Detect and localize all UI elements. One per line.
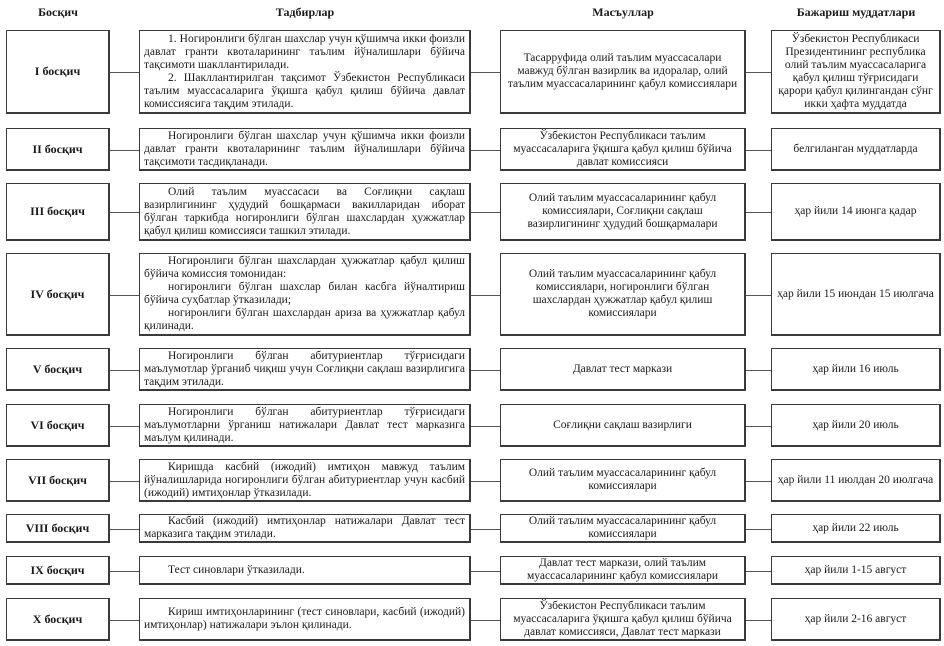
responsible-box: Олий таълим муассасаларининг қабул комиссиялари, Соғлиқни сақлаш вазирлигининг ҳудудий бошқармалари bbox=[500, 183, 746, 241]
header-responsible: Масъуллар bbox=[592, 5, 654, 19]
responsible-box: Давлат тест маркази bbox=[500, 348, 746, 391]
stage-box: I босқич bbox=[6, 30, 110, 114]
activities-box bbox=[139, 514, 471, 543]
activities-text bbox=[144, 515, 465, 541]
connector-line bbox=[746, 426, 771, 427]
connector-line bbox=[746, 529, 771, 530]
responsible-box: Олий таълим муассасаларининг қабул комиссиялари bbox=[500, 514, 746, 543]
activity-paragraph: Киришда касбий (ижодий) имтиҳон мавжуд таълим йўналишларида ногиронлиги бўлган абитуриентлар учун касбий (ижодий) имтиҳонлар ўтказилади. bbox=[144, 460, 465, 499]
responsible-box: Ўзбекистон Республикаси таълим муассасаларига ўқишга қабул қилиш бўйича давлат комиссияси, Давлат тест маркази bbox=[500, 598, 746, 641]
stage-box: IX босқич bbox=[6, 556, 110, 585]
activity-paragraph: Ногиронлиги бўлган абитуриентлар тўғрисидаги маълумотлар ўрганиб чиқиш учун Соғлиқни сақлаш вазирлигига тақдим этилади. bbox=[144, 349, 465, 388]
activity-paragraph: Ногиронлиги бўлган абитуриентлар тўғрисидаги маълумотларни ўрганиш натижалари Давлат тест марказига маълум қилинади. bbox=[144, 405, 465, 444]
connector-line bbox=[746, 212, 771, 213]
deadline-box: ҳар йили 16 июль bbox=[771, 348, 941, 391]
activities-box bbox=[139, 348, 471, 391]
connector-line bbox=[471, 212, 500, 213]
deadline-box: ҳар йили 14 июнга қадар bbox=[771, 183, 941, 241]
stage-box: III босқич bbox=[6, 183, 110, 241]
connector-line bbox=[471, 571, 500, 572]
connector-line bbox=[471, 295, 500, 296]
header-stage: Босқич bbox=[38, 5, 78, 19]
activity-paragraph: Касбий (ижодий) имтиҳонлар натижалари Давлат тест марказига тақдим этилади. bbox=[144, 515, 465, 540]
activity-paragraph: Ногиронлиги бўлган шахслар учун қўшимча икки фоизли давлат гранти квоталарининг таълим йўналишлари бўйича тақсимоти тасдиқланади. bbox=[144, 129, 465, 168]
connector-line bbox=[110, 426, 139, 427]
connector-line bbox=[471, 370, 500, 371]
connector-line bbox=[110, 72, 139, 73]
activities-box bbox=[139, 598, 471, 641]
activities-box bbox=[139, 253, 471, 336]
deadline-box: ҳар йили 22 июль bbox=[771, 514, 941, 543]
connector-line bbox=[471, 72, 500, 73]
connector-line bbox=[110, 150, 139, 151]
activities-box bbox=[139, 404, 471, 447]
connector-line bbox=[110, 295, 139, 296]
activity-paragraph: 2. Шакллантирилган тақсимот Ўзбекистон Республикаси таълим муассасаларига ўқишга қабул қилиш бўйича давлат комиссиясига тақдим этилади. bbox=[144, 71, 465, 110]
connector-line bbox=[110, 571, 139, 572]
activities-text bbox=[144, 564, 465, 577]
stage-box: V босқич bbox=[6, 348, 110, 391]
activity-paragraph: 1. Ногиронлиги бўлган шахслар учун қўшимча икки фоизли давлат гранти квоталарининг таълим йўналишлари бўйича тақсимоти шакллантирилади. bbox=[144, 32, 465, 71]
stage-box: IV босқич bbox=[6, 253, 110, 336]
connector-line bbox=[471, 529, 500, 530]
connector-line bbox=[471, 150, 500, 151]
activities-box bbox=[139, 556, 471, 585]
connector-line bbox=[110, 370, 139, 371]
activities-text bbox=[144, 350, 465, 389]
activities-text bbox=[144, 461, 465, 500]
stage-box: VIII босқич bbox=[6, 514, 110, 543]
responsible-box: Олий таълим муассасаларининг қабул комиссиялари bbox=[500, 459, 746, 502]
deadline-box: ҳар йили 15 июндан 15 июлгача bbox=[771, 253, 941, 336]
activity-paragraph: ногиронлиги бўлган шахслардан ариза ва ҳужжатлар қабул қилинади. bbox=[144, 307, 465, 332]
header-activities: Тадбирлар bbox=[275, 5, 335, 19]
deadline-box: ҳар йили 20 июль bbox=[771, 404, 941, 447]
activities-text bbox=[144, 255, 465, 333]
responsible-box: Соғлиқни сақлаш вазирлиги bbox=[500, 404, 746, 447]
stage-box: VII босқич bbox=[6, 459, 110, 502]
header-deadline: Бажариш муддатлари bbox=[796, 5, 916, 19]
deadline-box: ҳар йили 2-16 август bbox=[771, 598, 941, 641]
activities-box bbox=[139, 30, 471, 114]
activities-text bbox=[144, 33, 465, 111]
activities-box bbox=[139, 459, 471, 502]
connector-line bbox=[746, 370, 771, 371]
connector-line bbox=[110, 212, 139, 213]
responsible-box: Давлат тест маркази, олий таълим муассасаларининг қабул комиссиялари bbox=[500, 556, 746, 585]
activity-paragraph: ногиронлиги бўлган шахслар билан касбга йўналтириш бўйича суҳбатлар ўтказилади; bbox=[144, 281, 465, 306]
connector-line bbox=[110, 481, 139, 482]
activities-box bbox=[139, 183, 471, 241]
responsible-box: Олий таълим муассасаларининг қабул комиссиялари, ногиронлиги бўлган шахслардан ҳужжатлар қабул қилиш комиссиялари bbox=[500, 253, 746, 336]
activities-box bbox=[139, 128, 471, 171]
connector-line bbox=[746, 620, 771, 621]
connector-line bbox=[746, 571, 771, 572]
connector-line bbox=[746, 481, 771, 482]
deadline-box: Ўзбекистон Республикаси Президентининг республика олий таълим муассасаларига қабул қилиш тўғрисидаги қарори қабул қилингандан сўнг икки ҳафта муддатда bbox=[771, 30, 941, 114]
activity-paragraph: Ногиронлиги бўлган шахслардан ҳужжатлар қабул қилиш бўйича комиссия томонидан: bbox=[144, 255, 465, 280]
stage-box: X босқич bbox=[6, 598, 110, 641]
activities-text bbox=[144, 606, 465, 632]
deadline-box: ҳар йили 1-15 август bbox=[771, 556, 941, 585]
deadline-box: белгиланган муддатларда bbox=[771, 128, 941, 171]
responsible-box: Тасарруфида олий таълим муассасалари мавжуд бўлган вазирлик ва идоралар, олий таълим муассасаларининг қабул комиссиялари bbox=[500, 30, 746, 114]
activities-text bbox=[144, 406, 465, 445]
connector-line bbox=[746, 150, 771, 151]
connector-line bbox=[110, 529, 139, 530]
activity-paragraph: Кириш имтиҳонларининг (тест синовлари, касбий (ижодий) имтиҳонлар) натижалари эълон қилинади. bbox=[144, 606, 465, 631]
activity-paragraph: Олий таълим муассасаси ва Соғлиқни сақлаш вазирлигининг ҳудудий бошқармаси вакилларидан иборат бўлган таркибда ногиронлиги бўлган шахслардан ҳужжатлар қабул қилиш комиссияси ташкил этилади. bbox=[144, 185, 465, 237]
activities-text bbox=[144, 186, 465, 238]
activity-paragraph: Тест синовлари ўтказилади. bbox=[168, 563, 305, 576]
connector-line bbox=[110, 620, 139, 621]
connector-line bbox=[471, 481, 500, 482]
connector-line bbox=[746, 72, 771, 73]
stage-box: II босқич bbox=[6, 128, 110, 171]
deadline-box: ҳар йили 11 июлдан 20 июлгача bbox=[771, 459, 941, 502]
connector-line bbox=[746, 295, 771, 296]
activities-text bbox=[144, 130, 465, 169]
connector-line bbox=[471, 620, 500, 621]
connector-line bbox=[471, 426, 500, 427]
responsible-box: Ўзбекистон Республикаси таълим муассасаларига ўқишга қабул қилиш бўйича давлат комиссияси bbox=[500, 128, 746, 171]
stage-box: VI босқич bbox=[6, 404, 110, 447]
